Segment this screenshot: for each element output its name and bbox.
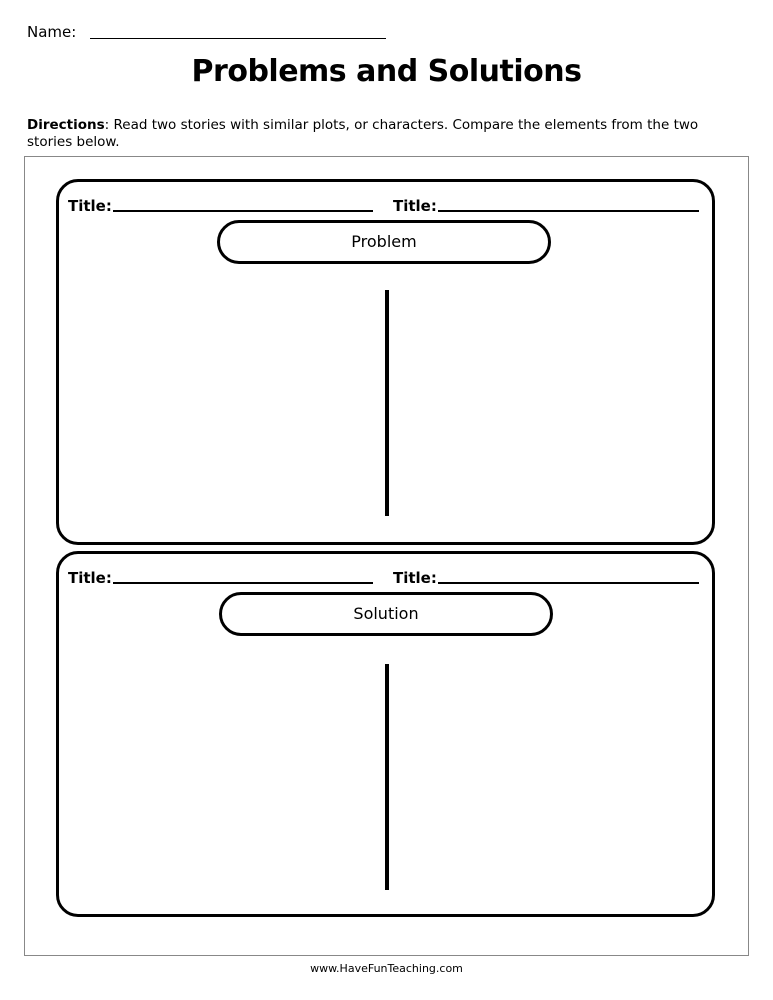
title-label: Title:: [393, 197, 437, 215]
name-row: [27, 22, 397, 44]
name-answer-line[interactable]: [90, 38, 386, 39]
title-label: Title:: [68, 197, 112, 215]
directions-text: : Read two stories with similar plots, or characters. Compare the elements from the two stories below.: [27, 117, 699, 150]
title-answer-line[interactable]: [438, 210, 699, 212]
story-one-title-field[interactable]: [68, 566, 373, 588]
directions-label: Directions: [27, 117, 105, 133]
title-label: Title:: [393, 569, 437, 587]
solution-heading-box: [219, 592, 553, 636]
problem-panel: [56, 179, 715, 545]
title-answer-line[interactable]: [113, 210, 373, 212]
problem-heading: Problem: [351, 232, 417, 251]
page-title: Problems and Solutions: [191, 54, 582, 89]
name-label: Name:: [27, 23, 77, 41]
title-answer-line[interactable]: [438, 582, 699, 584]
problem-heading-box: [217, 220, 551, 264]
center-divider: [385, 664, 389, 890]
story-one-title-field[interactable]: [68, 194, 373, 216]
center-divider: [385, 290, 389, 516]
directions: [27, 117, 747, 151]
story-two-title-field[interactable]: [393, 566, 699, 588]
story-two-title-field[interactable]: [393, 194, 699, 216]
title-answer-line[interactable]: [113, 582, 373, 584]
title-label: Title:: [68, 569, 112, 587]
solution-heading: Solution: [353, 604, 419, 623]
solution-panel: [56, 551, 715, 917]
footer-website: www.HaveFunTeaching.com: [310, 962, 463, 975]
